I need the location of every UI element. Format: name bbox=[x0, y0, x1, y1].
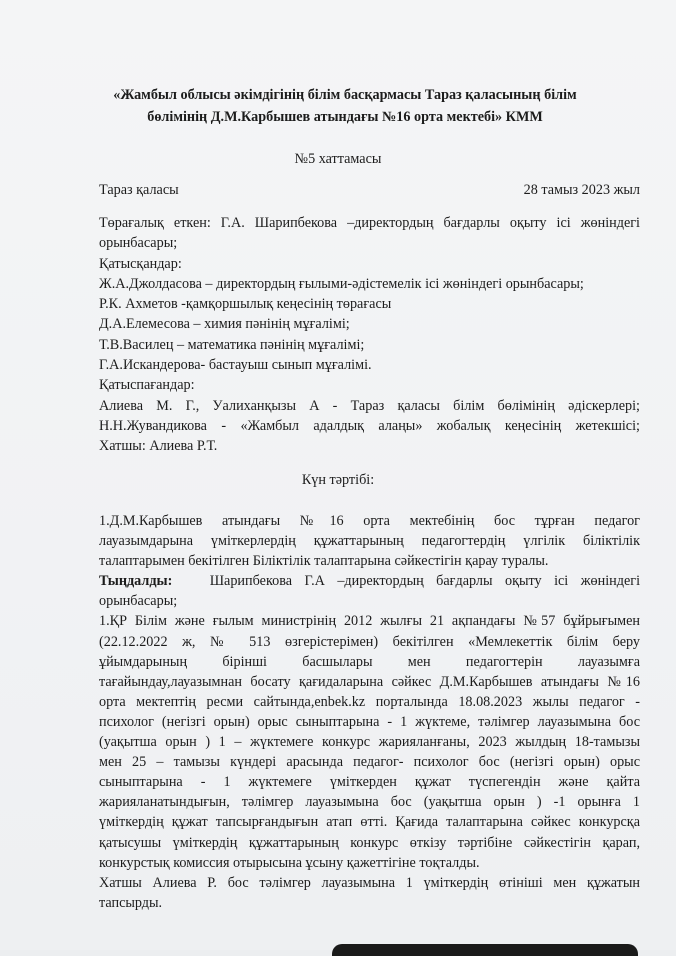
decision-line: үміткердің құжат тапсырғандығын атап өтті. Қағида талаптарына сәйкес конкурсқа bbox=[99, 814, 640, 831]
decision-line: (уақытша орын ) 1 – жүктемеге конкурс жарияланғаны, 2023 жылдың 18-тамызы bbox=[99, 734, 640, 751]
agenda-line: лауазымдарына үміткерлердің құжаттарының педагогтердің үлгілік біліктілік bbox=[99, 533, 640, 550]
decision-line: ұйымдарының бірінші басшылары мен педагогтерін лауазымға bbox=[99, 653, 640, 670]
agenda-line: талаптарымен бекітілген Біліктілік талаптарына сәйкестігін қарау туралы. bbox=[99, 553, 549, 570]
title-line-2: бөлімінің Д.М.Карбышев атындағы №16 орта мектебі» КММ bbox=[147, 109, 543, 125]
heard-line-2: орынбасары; bbox=[99, 593, 178, 610]
agenda-line: 1.Д.М.Карбышев атындағы №16 орта мектебінің бос тұрған педагог bbox=[99, 513, 640, 529]
heard-label: Тыңдалды: bbox=[99, 573, 173, 590]
guest: Алиева М. Г., Уалиханқызы А - Тараз қаласы білім бөлімінің әдіскерлері; bbox=[99, 397, 640, 414]
chair-line-1: Төрағалық еткен: Г.А. Шарипбекова –директордың бағдарлы оқыту ісі жөніндегі bbox=[99, 215, 640, 231]
guest: Н.Н.Жувандикова - «Жамбыл адалдық алаңы» жобалық кеңесінің жетекшісі; bbox=[99, 417, 640, 434]
agenda-block bbox=[99, 511, 640, 913]
title-line-1: «Жамбыл облысы әкімдігінің білім басқармасы Тараз қаласының білім bbox=[113, 87, 577, 103]
bottom-overlay-bar bbox=[332, 944, 638, 956]
attendee: Ж.А.Джолдасова – директордың ғылыми-әдістемелік ісі жөніндегі орынбасары; bbox=[99, 275, 584, 292]
decision-line: психолог (негізгі орын) орыс сыныптарына - 1 жүктеме, тәлімгер лауазымына бос bbox=[99, 713, 640, 730]
document-title bbox=[100, 84, 590, 128]
decision-line: (22.12.2022 ж, № 513 өзгерістерімен) бекітілген «Мемлекеттік білім беру bbox=[99, 633, 640, 650]
secretary-note-line: тапсырды. bbox=[99, 894, 163, 911]
city: Тараз қаласы bbox=[99, 182, 179, 198]
attendees-label: Қатысқандар: bbox=[99, 255, 182, 272]
decision-line: жарияланатындығын, тәлімгер лауазымына бос (уақытша орын ) -1 орынға 1 bbox=[99, 794, 640, 811]
decision-line: сыныптарына - 1 жүктемеге үміткерден құжат түспегендін және қайта bbox=[99, 774, 640, 791]
decision-line: конкурстық комиссия отырысына ұсыну қажеттігіне тоқталды. bbox=[99, 854, 480, 871]
guests-label: Қатыспағандар: bbox=[99, 377, 195, 394]
attendee: Р.К. Ахметов -қамқоршылық кеңесінің төрағасы bbox=[99, 296, 392, 313]
chair-line-2: орынбасары; bbox=[99, 235, 178, 252]
secretary-note-line: Хатшы Алиева Р. бос тәлімгер лауазымына 1 үміткердің өтініші мен құжатын bbox=[99, 874, 640, 891]
agenda-title: Күн тәртібі: bbox=[301, 472, 375, 488]
attendee: Т.В.Василец – математика пәнінің мұғалімі; bbox=[99, 336, 365, 353]
decision-line: мен 25 – тамызы күндері арасында педагог- психолог бос (негізгі орын) орыс bbox=[99, 754, 640, 771]
heard-line bbox=[99, 571, 640, 591]
decision-line: тағайындау,лауазымнан босату қағидаларына сәйкес Д.М.Карбышев атындағы №16 bbox=[99, 673, 640, 690]
attendee: Г.А.Искандерова- бастауыш сынып мұғалімі. bbox=[99, 357, 372, 374]
participants-block bbox=[99, 213, 640, 457]
decision-line: қатысушы үміткердің құжаттарының конкурс өткізу тәртібіне сәйкестігін қарап, bbox=[99, 834, 640, 851]
decision-line: 1.ҚР Білім және ғылым министрінің 2012 жылғы 21 ақпандағы №57 бұйрығымен bbox=[99, 613, 640, 630]
attendee: Д.А.Елемесова – химия пәнінің мұғалімі; bbox=[99, 316, 350, 333]
heard-text: Шарипбекова Г.А –директордың бағдарлы оқыту ісі жөніндегі bbox=[209, 573, 641, 590]
protocol-number: №5 хаттамасы bbox=[294, 151, 382, 167]
date: 28 тамыз 2023 жыл bbox=[523, 182, 640, 198]
decision-line: орта мектептің ресми сайтында,enbek.kz порталында 18.08.2023 жылы педагог - bbox=[99, 693, 640, 710]
secretary: Хатшы: Алиева Р.Т. bbox=[99, 438, 218, 455]
